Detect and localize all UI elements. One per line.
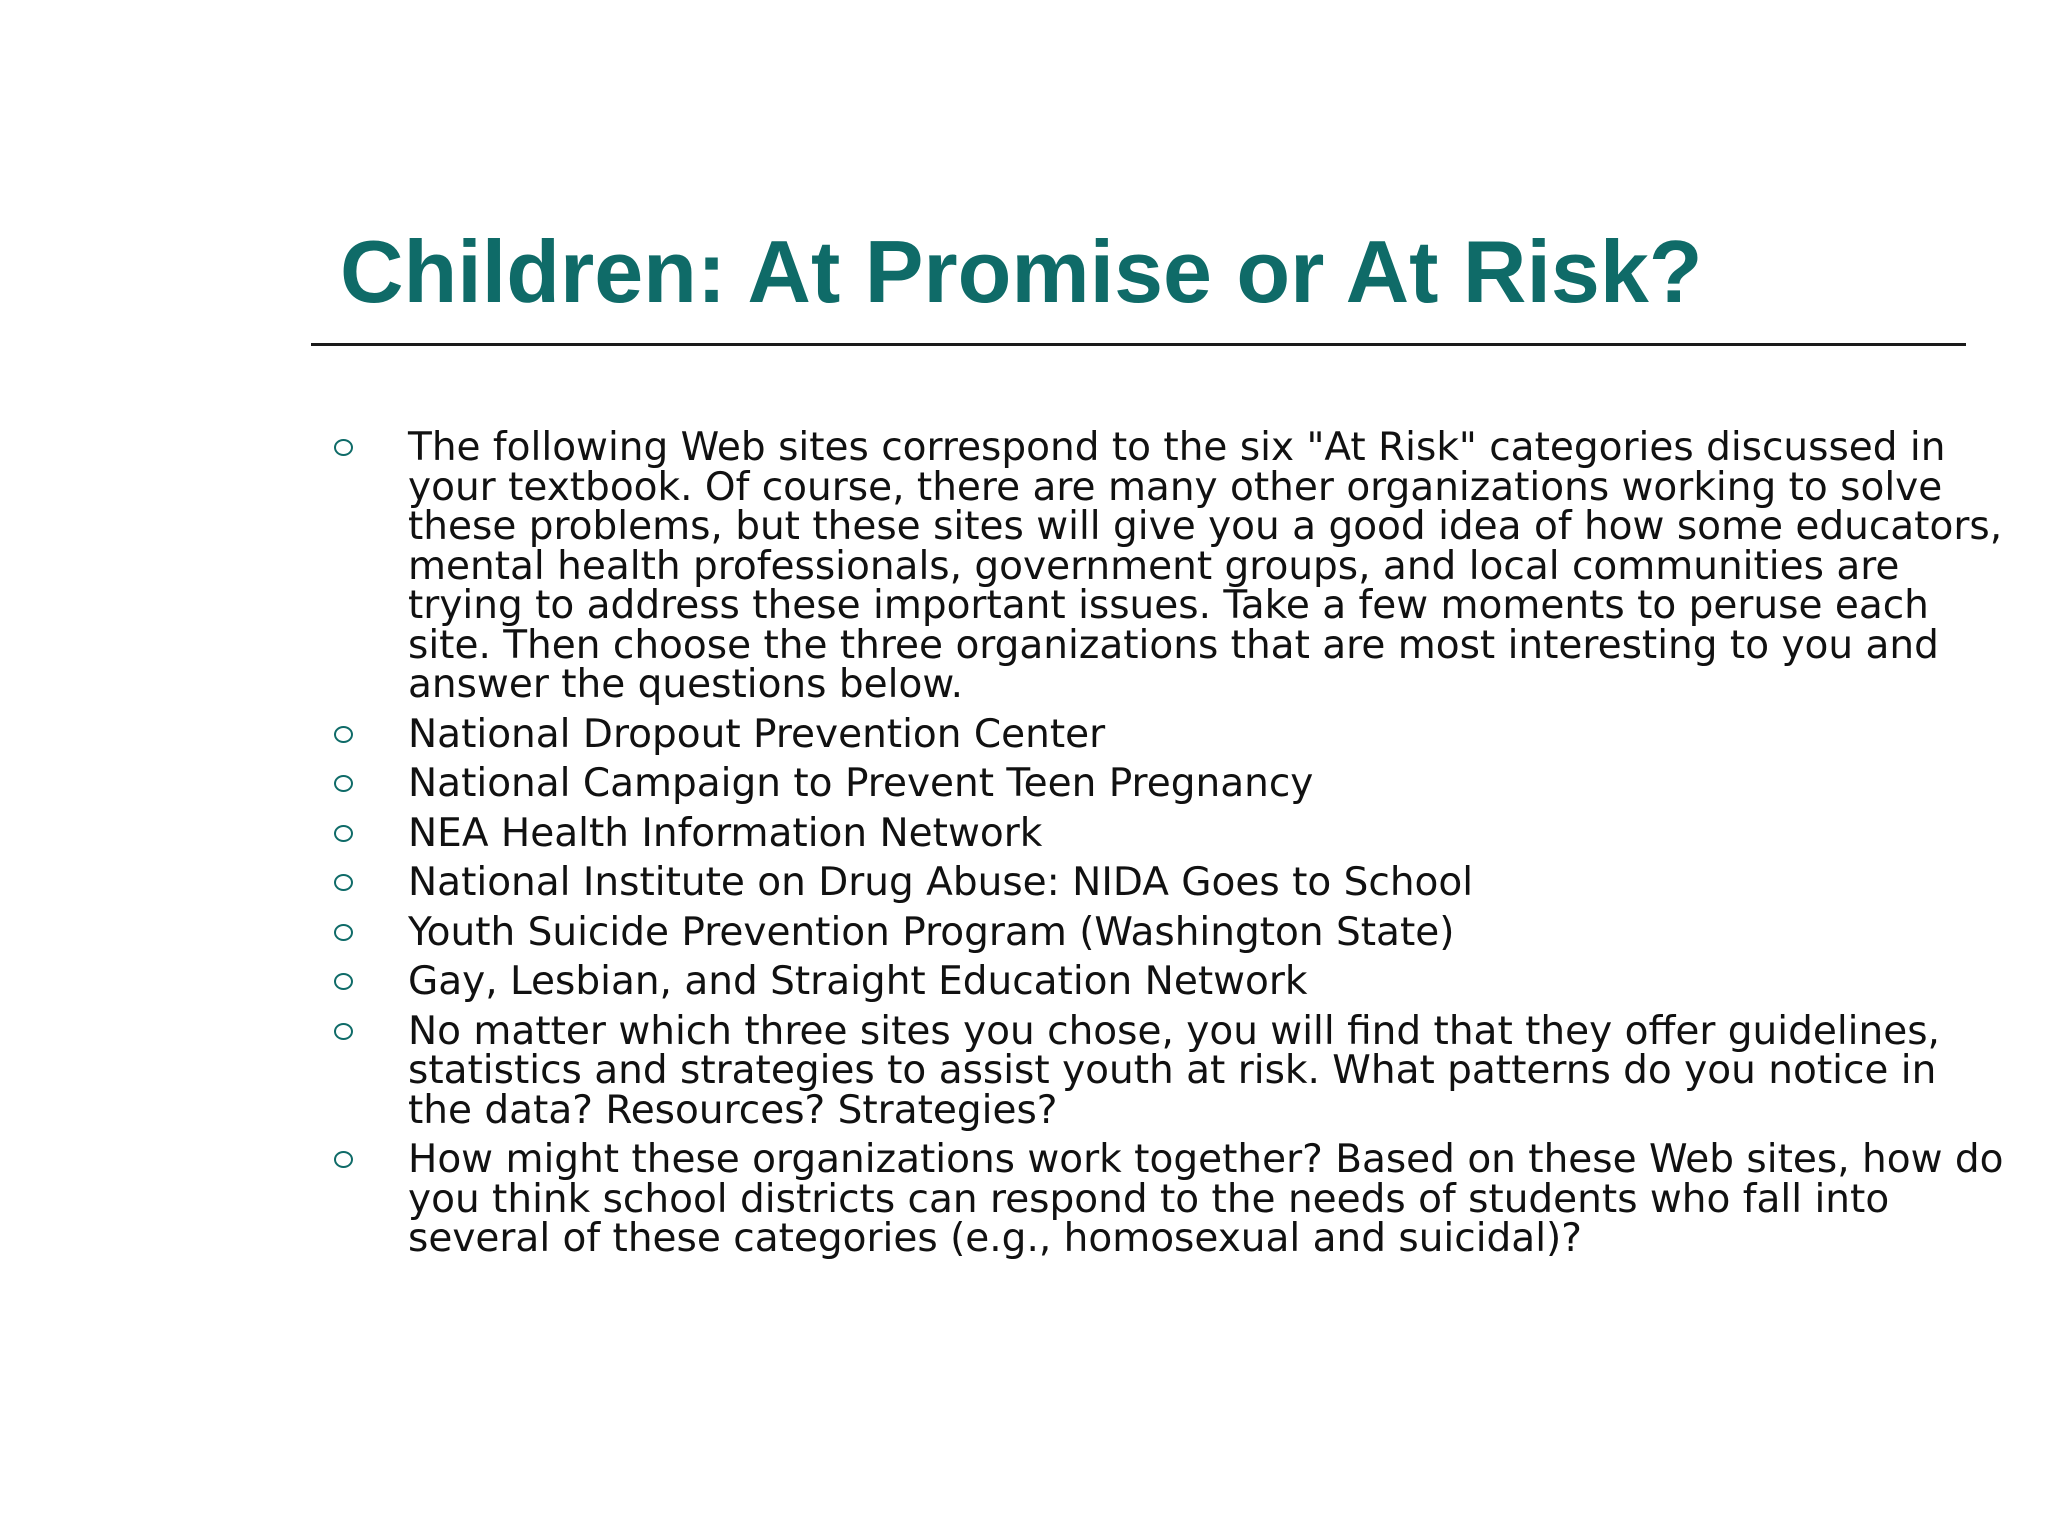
bullet-item-youth-suicide: [330, 909, 2010, 955]
bullet-text: No matter which three sites you chose, you will find that they offer guidelines, statistics and strategies to assist youth at risk. What patterns do you notice in the data? Resources? Strategies?: [408, 1008, 1940, 1133]
bullet-text: National Dropout Prevention Center: [408, 711, 1106, 757]
hollow-circle-bullet-icon: [334, 1151, 353, 1168]
bullet-item-glsen: [330, 959, 2010, 1004]
hollow-circle-bullet-icon: [334, 874, 353, 891]
bullet-item-collaboration-question: [330, 1137, 2010, 1261]
bullet-text: Youth Suicide Prevention Program (Washington State): [408, 909, 1455, 955]
hollow-circle-bullet-icon: [334, 973, 353, 990]
bullet-text: The following Web sites correspond to the six "At Risk" categories discussed in your textbook. Of course, there are many other organizations working to solve these problems, but these sites will give you a good idea of how some educators, mental health professionals, government groups, and local communities are trying to address these important issues. Take a few moments to peruse each site. Then choose the three organizations that are most interesting to you and answer the questions below.: [408, 425, 2003, 707]
bullet-text: National Institute on Drug Abuse: NIDA Goes to School: [408, 860, 1474, 905]
bullet-list: [330, 425, 2010, 1269]
hollow-circle-bullet-icon: [334, 775, 353, 792]
bullet-text: How might these organizations work together? Based on these Web sites, how do you think school districts can respond to the needs of students who fall into several of these categories (e.g., homosexual and suicidal)?: [408, 1137, 2004, 1261]
bullet-item-nida: [330, 860, 2010, 905]
bullet-text: National Campaign to Prevent Teen Pregnancy: [408, 761, 1314, 806]
bullet-item-dropout-prevention: [330, 711, 2010, 757]
hollow-circle-bullet-icon: [334, 825, 353, 842]
hollow-circle-bullet-icon: [334, 924, 353, 941]
bullet-item-nea-health: [330, 810, 2010, 856]
hollow-circle-bullet-icon: [334, 439, 353, 456]
bullet-item-teen-pregnancy: [330, 761, 2010, 806]
title-divider: [311, 343, 1966, 346]
bullet-text: Gay, Lesbian, and Straight Education Network: [408, 959, 1308, 1004]
slide-title: Children: At Promise or At Risk?: [340, 222, 1703, 321]
bullet-item-intro: [330, 425, 2010, 707]
bullet-text: NEA Health Information Network: [408, 810, 1043, 856]
hollow-circle-bullet-icon: [334, 1023, 353, 1040]
bullet-item-patterns-question: [330, 1008, 2010, 1133]
hollow-circle-bullet-icon: [334, 726, 353, 743]
